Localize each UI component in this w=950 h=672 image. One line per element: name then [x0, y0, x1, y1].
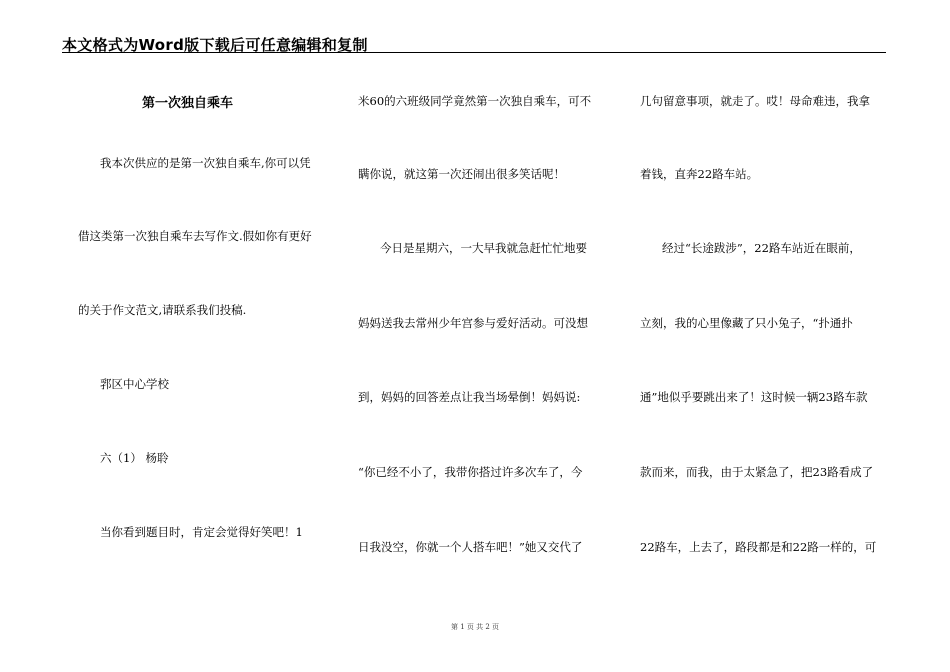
text-line: 着钱，直奔22路车站。 [640, 167, 759, 181]
text-line: 的关于作文范文,请联系我们投稿. [78, 303, 247, 317]
text-line: 借这类第一次独自乘车去写作文.假如你有更好 [78, 229, 312, 243]
text-line: 22路车，上去了，路段都是和22路一样的，可 [640, 540, 877, 554]
text-line: 妈妈送我去常州少年宫参与爱好活动。可没想 [358, 316, 588, 330]
document-title: 第一次独自乘车 [142, 96, 234, 111]
text-line: 瞒你说，就这第一次还闹出很多笑话呢！ [358, 167, 565, 181]
header-title: 本文格式为Word版下载后可任意编辑和复制 [62, 36, 368, 54]
text-line: “你已经不小了，我带你搭过许多次车了，今 [358, 465, 583, 479]
text-line: 我本次供应的是第一次独自乘车,你可以凭 [100, 156, 311, 170]
text-line: 郛区中心学校 [100, 377, 169, 391]
text-line: 六（1） 杨聆 [100, 451, 169, 465]
text-line: 日我没空，你就一个人搭车吧！”她又交代了 [358, 540, 583, 554]
text-line: 几句留意事项，就走了。哎！母命难违，我拿 [640, 94, 870, 108]
text-line: 款而来，而我，由于太紧急了，把23路看成了 [640, 465, 874, 479]
text-line: 当你看到题目时，肯定会觉得好笑吧！1 [100, 525, 303, 539]
text-line: 米60的六班级同学竟然第一次独自乘车，可不 [358, 94, 592, 108]
header-divider [62, 52, 886, 53]
text-line: 经过“长途跋涉”，22路车站近在眼前， [662, 241, 861, 255]
page-footer: 第 1 页 共 2 页 [450, 623, 500, 631]
text-line: 今日是星期六，一大早我就急赶忙忙地要 [380, 241, 587, 255]
text-line: 立刻，我的心里像藏了只小兔子，“扑通扑 [640, 316, 853, 330]
text-line: 通”地似乎要跳出来了！这时候一辆23路车款 [640, 390, 868, 404]
text-line: 到，妈妈的回答差点让我当场晕倒！妈妈说: [358, 390, 581, 404]
